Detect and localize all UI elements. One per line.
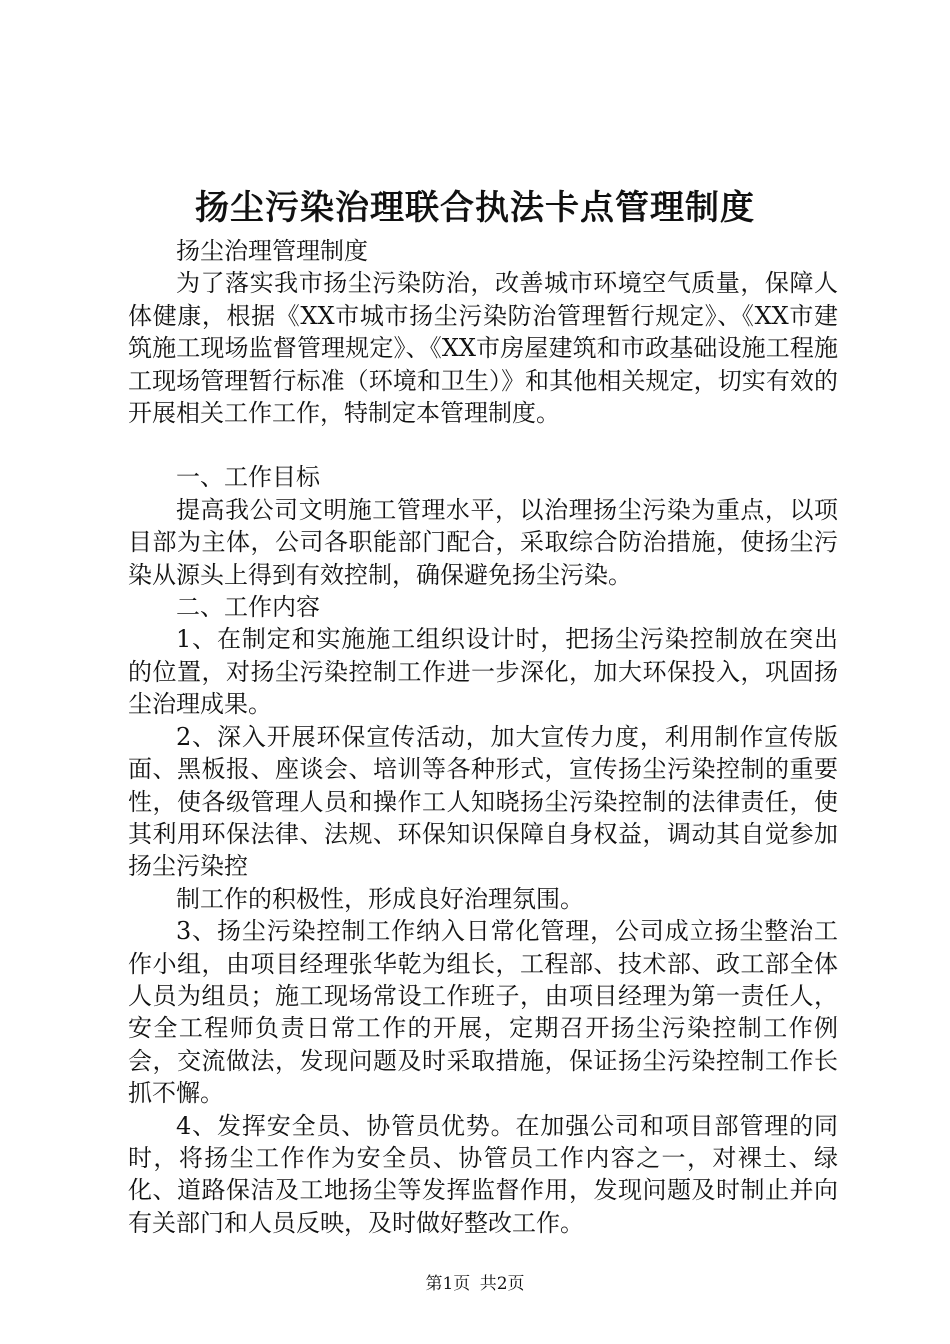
subtitle-paragraph: 扬尘治理管理制度 <box>176 237 368 265</box>
goals-paragraph: 提高我公司文明施工管理水平，以治理扬尘污染为重点，以项目部为主体，公司各职能部门配合，采取综合防治措施，使扬尘污染从源头上得到有效控制，确保避免扬尘污染。 <box>128 495 838 589</box>
page-number-total: 共2页 <box>479 1274 525 1294</box>
document-title: 扬尘污染治理联合执法卡点管理制度 <box>195 188 755 228</box>
document-body <box>128 235 838 1239</box>
intro-paragraph: 为了落实我市扬尘污染防治，改善城市环境空气质量，保障人体健康，根据《XX市城市扬尘污染防治管理暂行规定》、《XX市建筑施工现场监督管理规定》、《XX市房屋建筑和市政基础设施工程施工现场管理暂行标准（环境和卫生）》和其他相关规定，切实有效的开展相关工作工作，特制定本管理制度。 <box>128 269 838 428</box>
content-item-4: 4、发挥安全员、协管员优势。在加强公司和项目部管理的同时，将扬尘工作作为安全员、协管员工作内容之一，对裸土、绿化、道路保洁及工地扬尘等发挥监督作用，发现问题及时制止并向有关部门和人员反映，及时做好整改工作。 <box>128 1111 838 1237</box>
section-heading-content: 二、工作内容 <box>176 593 320 622</box>
content-item-2-continued: 制工作的积极性，形成良好治理氛围。 <box>176 884 584 913</box>
content-item-3: 3、扬尘污染控制工作纳入日常化管理，公司成立扬尘整治工作小组，由项目经理张华乾为组长，工程部、技术部、政工部全体人员为组员；施工现场常设工作班子，由项目经理为第一责任人，安全工程师负责日常工作的开展，定期召开扬尘污染控制工作例会，交流做法，发现问题及时采取措施，保证扬尘污染控制工作长抓不懈。 <box>128 917 838 1108</box>
page-footer <box>0 1272 950 1296</box>
content-item-2: 2、深入开展环保宣传活动，加大宣传力度，利用制作宣传版面、黑板报、座谈会、培训等各种形式，宣传扬尘污染控制的重要性，使各级管理人员和操作工人知晓扬尘污染控制的法律责任，使其利用环保法律、法规、环保知识保障自身权益，调动其自觉参加扬尘污染控 <box>128 722 838 881</box>
section-heading-goals: 一、工作目标 <box>176 463 320 492</box>
page-number-current: 第1页 <box>425 1274 471 1294</box>
content-item-1: 1、在制定和实施施工组织设计时，把扬尘污染控制放在突出的位置，对扬尘污染控制工作进一步深化，加大环保投入，巩固扬尘治理成果。 <box>128 625 838 719</box>
